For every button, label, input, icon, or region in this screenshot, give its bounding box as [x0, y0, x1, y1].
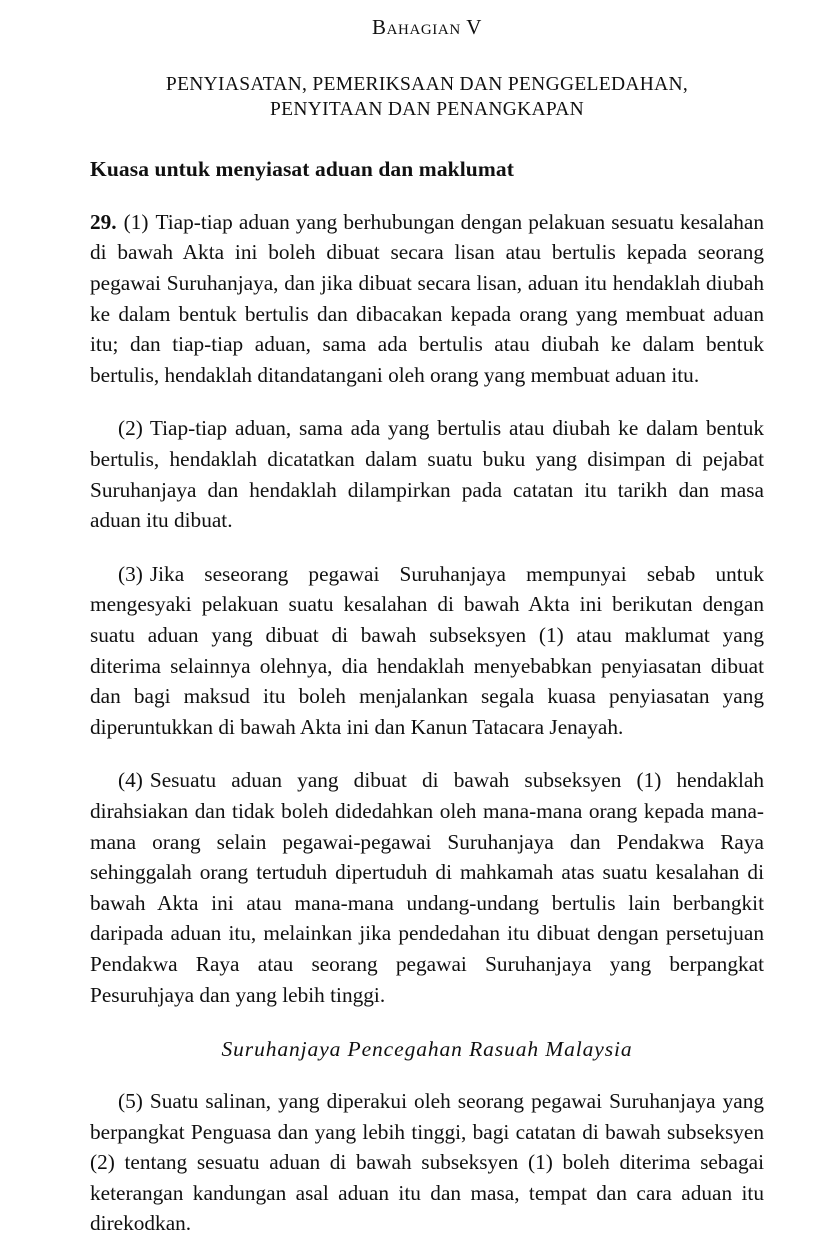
part-subtitle	[90, 72, 764, 122]
paragraph-marker-2: (2)	[118, 416, 143, 441]
paragraph-marker-1: (1)	[123, 209, 149, 234]
paragraph-text-3: Jika seseorang pegawai Suruhanjaya mempunyai sebab untuk mengesyaki pelakuan suatu kesalahan di bawah Akta ini berikutan dengan suatu aduan yang dibuat di bawah subseksyen (1) atau maklumat yang diterima selainnya olehnya, dia hendaklah menyebabkan penyiasatan dibuat dan bagi maksud itu boleh menjalankan segala kuasa penyiasatan yang diperuntukkan di bawah Akta ini dan Kanun Tatacara Jenayah.	[90, 561, 764, 739]
paragraph-marker-5: (5)	[118, 1088, 143, 1113]
paragraph-5	[90, 1086, 764, 1239]
part-subtitle-line-1: PENYIASATAN, PEMERIKSAAN DAN PENGGELEDAHAN,	[165, 74, 689, 96]
paragraph-3	[90, 559, 764, 743]
running-italic-line: Suruhanjaya Pencegahan Rasuah Malaysia	[221, 1037, 633, 1062]
paragraph-text-2: Tiap-tiap aduan, sama ada yang bertulis atau diubah ke dalam bentuk bertulis, hendaklah dicatatkan dalam suatu buku yang disimpan di pejabat Suruhanjaya dan hendaklah dilampirkan pada catatan itu tarikh dan masa aduan itu dibuat.	[90, 416, 764, 533]
paragraph-text-5: Suatu salinan, yang diperakui oleh seorang pegawai Suruhanjaya yang berpangkat Penguasa dan yang lebih tinggi, bagi catatan di bawah subseksyen (2) tentang sesuatu aduan di bawah subseksyen (1) boleh diterima sebagai keterangan kandungan asal aduan itu dan masa, tempat dan cara aduan itu direkodkan.	[90, 1088, 764, 1236]
paragraph-text-4: Sesuatu aduan yang dibuat di bawah subseksyen (1) hendaklah dirahsiakan dan tidak boleh didedahkan oleh mana-mana orang kepada mana-mana orang selain pegawai-pegawai Suruhanjaya dan Pendakwa Raya sehinggalah orang tertuduh dipertuduh di mahkamah atas suatu kesalahan di bawah Akta ini atau mana-mana undang-undang bertulis lain berbangkit daripada aduan itu, melainkan jika pendedahan itu dibuat dengan persetujuan Pendakwa Raya atau seorang pegawai Suruhanjaya yang berpangkat Pesuruhjaya dan yang lebih tinggi.	[90, 768, 764, 1007]
paragraph-marker-4: (4)	[118, 768, 143, 793]
paragraph-4	[90, 765, 764, 1010]
page-content	[90, 0, 764, 1260]
paragraph-marker-3: (3)	[118, 561, 143, 586]
paragraph-text-1: Tiap-tiap aduan yang berhubungan dengan pelakuan sesuatu kesalahan di bawah Akta ini boleh dibuat secara lisan atau bertulis kepada seorang pegawai Suruhanjaya, dan jika dibuat secara lisan, aduan itu hendaklah diubah ke dalam bentuk bertulis dan dibacakan kepada orang yang membuat aduan itu; dan tiap-tiap aduan, sama ada bertulis atau diubah ke dalam bentuk bertulis, hendaklah ditandatangani oleh orang yang membuat aduan itu.	[90, 209, 764, 387]
part-subtitle-line-2: PENYITAAN DAN PENANGKAPAN	[270, 99, 584, 121]
section-number: 29.	[90, 209, 117, 234]
paragraph-1	[90, 207, 764, 391]
paragraph-2	[90, 413, 764, 535]
section-heading: Kuasa untuk menyiasat aduan dan maklumat	[90, 157, 514, 182]
part-heading: Bahagian V	[371, 15, 483, 39]
